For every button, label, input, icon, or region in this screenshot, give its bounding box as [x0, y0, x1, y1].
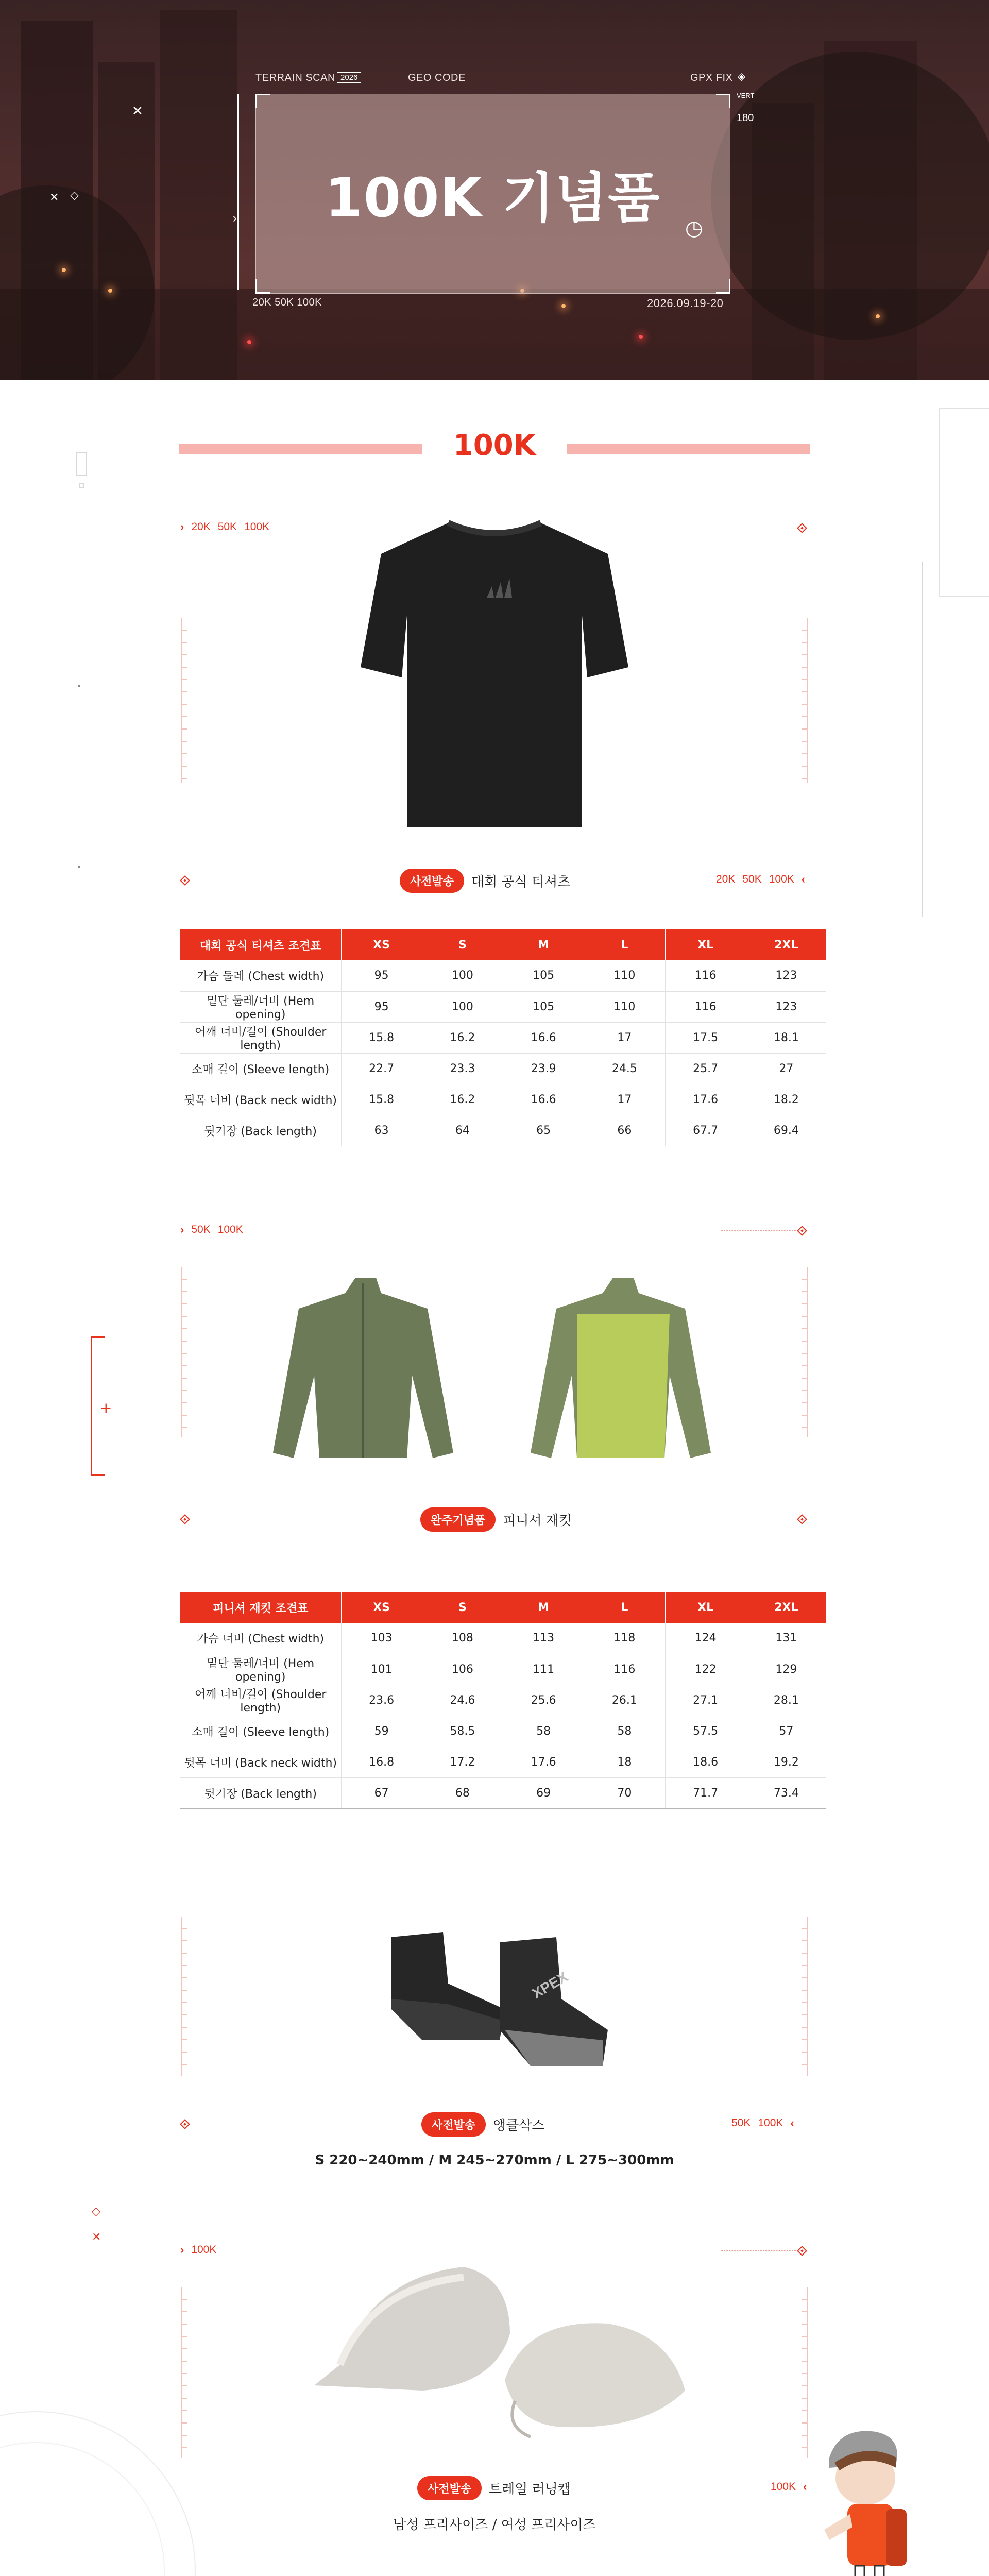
measurement-value: 17	[584, 1084, 665, 1115]
size-header: 2XL	[746, 1592, 826, 1623]
measurement-value: 73.4	[746, 1777, 826, 1808]
measurement-label: 가슴 너비 (Chest width)	[180, 1623, 341, 1654]
measurement-label: 밑단 둘레/너비 (Hem opening)	[180, 1654, 341, 1685]
measurement-value: 122	[665, 1654, 746, 1685]
product-name: 앵클삭스	[493, 2118, 545, 2133]
close-icon: ✕	[92, 2231, 101, 2244]
table-header-row	[180, 929, 826, 960]
measurement-label: 뒷목 너비 (Back neck width)	[180, 1084, 341, 1115]
brand-mark: XPEX	[529, 1968, 571, 2002]
chevron-right-icon: ›	[180, 2243, 184, 2256]
jacket-size-table	[180, 1592, 826, 1809]
socks-sizes: S 220~240mm / M 245~270mm / L 275~300mm	[315, 2153, 674, 2168]
side-dot	[78, 685, 80, 687]
hud-date: 2026.09.19-20	[647, 297, 724, 310]
distance-label: 100K	[758, 2117, 783, 2129]
target-icon: ◈	[738, 71, 746, 82]
measurement-value: 27	[746, 1053, 826, 1084]
distance-label: 100K	[191, 2244, 217, 2256]
product-name: 피니셔 재킷	[503, 1513, 572, 1529]
table-row	[180, 1053, 826, 1084]
hud-year-tag: 2026	[337, 72, 361, 83]
distance-label: 100K	[771, 2481, 796, 2493]
cap-sizes: 남성 프리사이즈 / 여성 프리사이즈	[393, 2517, 596, 2533]
scale-ticks-left	[181, 2287, 189, 2458]
side-panel-outline	[939, 408, 989, 597]
measurement-value: 70	[584, 1777, 665, 1808]
measurement-value: 113	[503, 1623, 584, 1654]
measurement-value: 17.6	[665, 1084, 746, 1115]
size-header: M	[503, 1592, 584, 1623]
scale-ticks-left	[181, 1917, 189, 2076]
mascot-illustration	[819, 2411, 937, 2576]
distance-label: 50K	[731, 2117, 751, 2129]
measurement-label: 어깨 너비/길이 (Shoulder length)	[180, 1022, 341, 1053]
table-row	[180, 1685, 826, 1716]
street-light	[639, 335, 643, 339]
measurement-value: 118	[584, 1623, 665, 1654]
distance-label: 20K	[716, 873, 736, 885]
measurement-value: 58.5	[422, 1716, 503, 1747]
side-dot	[78, 866, 80, 868]
measurement-value: 19.2	[746, 1747, 826, 1777]
scale-ticks-right	[800, 618, 808, 783]
measurement-label: 가슴 둘레 (Chest width)	[180, 960, 341, 991]
measurement-value: 58	[584, 1716, 665, 1747]
measurement-value: 57.5	[665, 1716, 746, 1747]
chevron-right-icon: ›	[180, 520, 184, 533]
target-diamond-icon	[180, 875, 190, 886]
jacket-label	[420, 1507, 572, 1532]
table-row	[180, 1623, 826, 1654]
street-light	[108, 289, 112, 293]
hero-banner	[0, 0, 989, 380]
measurement-label: 어깨 너비/길이 (Shoulder length)	[180, 1685, 341, 1716]
chevron-left-icon: ‹	[790, 2116, 794, 2129]
product-name: 대회 공식 티셔츠	[471, 874, 571, 890]
street-light	[876, 314, 880, 318]
target-diamond-icon	[797, 523, 807, 533]
measurement-label: 뒷목 너비 (Back neck width)	[180, 1747, 341, 1777]
measurement-value: 18	[584, 1747, 665, 1777]
distance-row-right	[731, 2116, 794, 2130]
measurement-value: 69	[503, 1777, 584, 1808]
target-diamond-icon	[180, 1514, 190, 1524]
table-row	[180, 960, 826, 991]
street-light	[247, 340, 251, 344]
scale-ticks-left	[181, 618, 189, 783]
size-header: XS	[341, 929, 422, 960]
street-light	[561, 304, 566, 308]
title-bar-right	[567, 444, 810, 454]
distance-label: 20K	[191, 521, 211, 533]
hud-corner	[716, 279, 730, 294]
distance-label: 50K	[217, 521, 237, 533]
tshirt-size-table	[180, 929, 826, 1146]
scale-ticks-left	[181, 1267, 189, 1437]
hud-distances: 20K 50K 100K	[252, 297, 322, 308]
measurement-value: 95	[341, 960, 422, 991]
measurement-value: 123	[746, 991, 826, 1022]
measurement-value: 116	[584, 1654, 665, 1685]
scale-ticks-right	[800, 2287, 808, 2458]
chevron-left-icon: ‹	[803, 2480, 807, 2493]
measurement-value: 131	[746, 1623, 826, 1654]
chevron-right-icon: ›	[180, 1223, 184, 1236]
close-icon: ✕	[132, 103, 143, 118]
size-header: XL	[665, 1592, 746, 1623]
hud-geo-label: GEO CODE	[408, 72, 466, 83]
measurement-value: 17.2	[422, 1747, 503, 1777]
measurement-value: 111	[503, 1654, 584, 1685]
measurement-value: 18.1	[746, 1022, 826, 1053]
diamond-icon: ◇	[70, 189, 79, 201]
measurement-value: 116	[665, 960, 746, 991]
size-header: S	[422, 1592, 503, 1623]
diamond-icon: ◇	[92, 2205, 100, 2218]
target-diamond-icon	[797, 1514, 807, 1524]
measurement-value: 71.7	[665, 1777, 746, 1808]
dash-line	[721, 1230, 798, 1231]
measurement-value: 59	[341, 1716, 422, 1747]
tshirt-image	[361, 513, 628, 832]
measurement-value: 23.3	[422, 1053, 503, 1084]
measurement-value: 101	[341, 1654, 422, 1685]
measurement-value: 64	[422, 1115, 503, 1146]
measurement-value: 25.7	[665, 1053, 746, 1084]
measurement-value: 16.8	[341, 1747, 422, 1777]
distance-label: 50K	[191, 1224, 211, 1235]
measurement-value: 16.6	[503, 1022, 584, 1053]
measurement-value: 22.7	[341, 1053, 422, 1084]
scale-ticks-right	[800, 1917, 808, 2076]
table-title-header: 피니셔 재킷 조견표	[180, 1592, 341, 1623]
table-row	[180, 1747, 826, 1777]
hud-corner	[716, 94, 730, 108]
scale-ticks-right	[800, 1267, 808, 1437]
distance-row-right	[771, 2480, 807, 2494]
measurement-label: 소매 길이 (Sleeve length)	[180, 1053, 341, 1084]
measurement-value: 24.6	[422, 1685, 503, 1716]
measurement-value: 124	[665, 1623, 746, 1654]
measurement-value: 17.6	[503, 1747, 584, 1777]
clock-icon: ◷	[685, 217, 703, 240]
size-header: XL	[665, 929, 746, 960]
measurement-value: 100	[422, 991, 503, 1022]
measurement-value: 67.7	[665, 1115, 746, 1146]
size-header: XS	[341, 1592, 422, 1623]
size-header: M	[503, 929, 584, 960]
table-row	[180, 1084, 826, 1115]
target-diamond-icon	[797, 2246, 807, 2256]
distance-label: 100K	[217, 1224, 243, 1235]
target-diamond-icon	[180, 2119, 190, 2129]
table-header-row	[180, 1592, 826, 1623]
measurement-value: 15.8	[341, 1084, 422, 1115]
size-header: S	[422, 929, 503, 960]
hud-corner	[255, 94, 270, 108]
measurement-value: 123	[746, 960, 826, 991]
tag-badge: 사전발송	[417, 2476, 482, 2500]
measurement-value: 27.1	[665, 1685, 746, 1716]
measurement-label: 뒷기장 (Back length)	[180, 1115, 341, 1146]
table-row	[180, 1115, 826, 1146]
hud-vert-value: 180	[737, 112, 754, 124]
size-header: L	[584, 1592, 665, 1623]
measurement-label: 소매 길이 (Sleeve length)	[180, 1716, 341, 1747]
measurement-value: 108	[422, 1623, 503, 1654]
measurement-value: 18.6	[665, 1747, 746, 1777]
measurement-value: 65	[503, 1115, 584, 1146]
measurement-value: 103	[341, 1623, 422, 1654]
measurement-value: 106	[422, 1654, 503, 1685]
hud-gpx-label: GPX FIX	[690, 72, 733, 83]
cap-image	[309, 2257, 690, 2452]
distance-row	[180, 1223, 243, 1236]
measurement-value: 24.5	[584, 1053, 665, 1084]
measurement-value: 95	[341, 991, 422, 1022]
tag-badge: 완주기념품	[420, 1507, 496, 1532]
measurement-value: 63	[341, 1115, 422, 1146]
close-icon: ✕	[49, 191, 59, 204]
side-rule	[922, 562, 923, 917]
section-title: 100K	[453, 429, 536, 462]
distance-row-right	[716, 873, 805, 886]
measurement-value: 17	[584, 1022, 665, 1053]
tag-badge: 사전발송	[400, 869, 464, 893]
socks-image	[381, 1927, 608, 2076]
crosshair-icon: +	[100, 1399, 112, 1416]
street-light	[62, 268, 66, 272]
jacket-image	[242, 1273, 752, 1468]
table-row	[180, 1654, 826, 1685]
measurement-value: 58	[503, 1716, 584, 1747]
measurement-value: 18.2	[746, 1084, 826, 1115]
distance-row	[180, 2243, 216, 2257]
socks-label	[421, 2112, 544, 2137]
measurement-value: 57	[746, 1716, 826, 1747]
target-diamond-icon	[797, 1226, 807, 1236]
chevron-left-icon: ‹	[801, 873, 806, 886]
measurement-value: 100	[422, 960, 503, 991]
measurement-value: 110	[584, 960, 665, 991]
measurement-value: 67	[341, 1777, 422, 1808]
distance-row	[180, 520, 269, 534]
measurement-value: 69.4	[746, 1115, 826, 1146]
measurement-value: 105	[503, 991, 584, 1022]
measurement-value: 110	[584, 991, 665, 1022]
distance-label: 50K	[742, 873, 762, 885]
tag-badge: 사전발송	[421, 2112, 486, 2137]
measurement-value: 68	[422, 1777, 503, 1808]
size-header: 2XL	[746, 929, 826, 960]
measurement-value: 15.8	[341, 1022, 422, 1053]
measurement-value: 129	[746, 1654, 826, 1685]
measurement-value: 16.6	[503, 1084, 584, 1115]
table-row	[180, 1022, 826, 1053]
measurement-value: 26.1	[584, 1685, 665, 1716]
size-header: L	[584, 929, 665, 960]
measurement-value: 105	[503, 960, 584, 991]
distance-label: 100K	[769, 873, 794, 885]
measurement-value: 17.5	[665, 1022, 746, 1053]
measurement-value: 25.6	[503, 1685, 584, 1716]
measurement-value: 16.2	[422, 1022, 503, 1053]
measurement-value: 16.2	[422, 1084, 503, 1115]
hud-corner	[255, 279, 270, 294]
title-bar-left	[179, 444, 422, 454]
measurement-value: 28.1	[746, 1685, 826, 1716]
measurement-value: 116	[665, 991, 746, 1022]
table-title-header: 대회 공식 티셔츠 조견표	[180, 929, 341, 960]
side-marker	[79, 483, 84, 488]
distance-label: 100K	[244, 521, 270, 533]
table-row	[180, 1777, 826, 1808]
measurement-value: 23.9	[503, 1053, 584, 1084]
product-name: 트레일 러닝캡	[489, 2482, 571, 2497]
hud-terrain-label: TERRAIN SCAN	[255, 72, 335, 83]
measurement-label: 뒷기장 (Back length)	[180, 1777, 341, 1808]
hud-scale-bar	[237, 94, 239, 290]
table-row	[180, 991, 826, 1022]
chevron-right-icon: ›	[233, 211, 237, 225]
measurement-label: 밑단 둘레/너비 (Hem opening)	[180, 991, 341, 1022]
tshirt-label	[400, 869, 570, 893]
side-scroll-marker	[76, 452, 87, 476]
table-row	[180, 1716, 826, 1747]
hud-vert-label: VERT	[737, 92, 755, 99]
dash-line	[721, 2250, 798, 2251]
measurement-value: 66	[584, 1115, 665, 1146]
cap-label	[417, 2476, 571, 2500]
measurement-value: 23.6	[341, 1685, 422, 1716]
hero-title: 100K 기념품	[325, 166, 661, 229]
